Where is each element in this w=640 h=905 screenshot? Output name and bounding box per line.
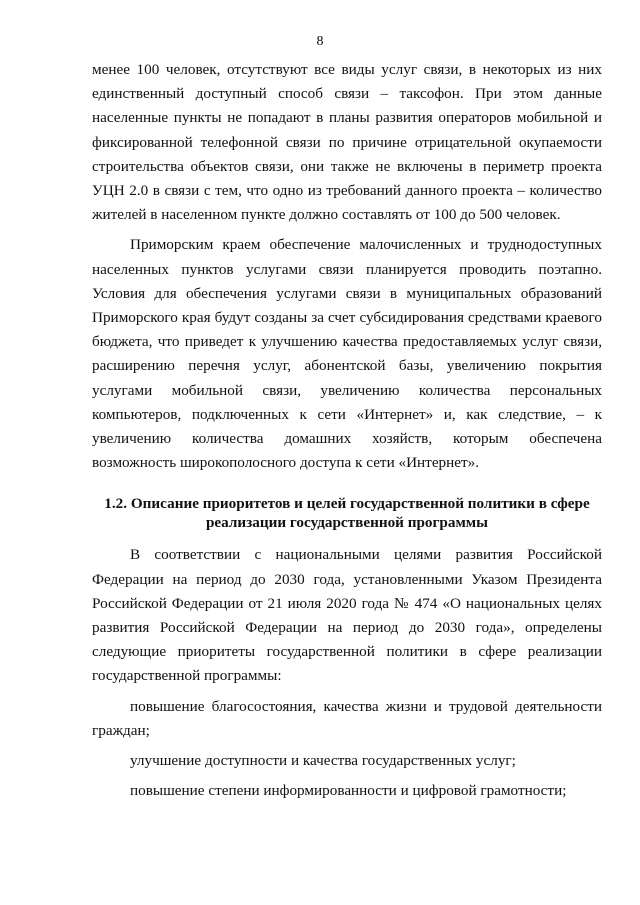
section-heading-line-2: реализации государственной программы — [205, 514, 488, 532]
section-heading-line-1: 1.2. Описание приоритетов и целей государственной политики в сфере — [104, 495, 590, 513]
paragraph-continuation: менее 100 человек, отсутствуют все виды услуг связи, в некоторых из них единственный доступный способ связи – таксофон. При этом данные населенные пункты не попадают в планы развития операторов мобильной и фиксированной телефонной связи по причине отрицательной окупаемости строительства объектов связи, они также не включены в периметр проекта УЦН 2.0 в связи с тем, что одно из требований данного проекта – количество жителей в населенном пункте должно составлять от 100 до 500 человек. — [92, 61, 602, 224]
paragraph-national-goals: В соответствии с национальными целями развития Российской Федерации на период до 2030 года, установленными Указом Президента Российской Федерации от 21 июля 2020 года № 474 «О национальных целях развития Российской Федерации на период до 2030 года», определены следующие приоритеты государственной политики в сфере реализации государственной программы: — [92, 546, 602, 685]
priority-item-public-services: улучшение доступности и качества государственных услуг; — [130, 752, 516, 770]
page-number: 8 — [316, 34, 324, 49]
section-heading — [92, 494, 602, 532]
priority-item-welfare: повышение благосостояния, качества жизни и трудовой деятельности граждан; — [92, 697, 602, 739]
document-body — [92, 58, 602, 803]
priority-item-digital-literacy: повышение степени информированности и цифровой грамотности; — [130, 782, 567, 800]
paragraph-primorsky-plan: Приморским краем обеспечение малочисленных и труднодоступных населенных пунктов услугами связи планируется проводить поэтапно. Условия для обеспечения услугами связи в муниципальных образований Приморского края будут созданы за счет субсидирования средствами краевого бюджета, что приведет к улучшению качества предоставляемых услуг связи, расширению перечня услуг, абонентской базы, увеличению покрытия услугами мобильной связи, увеличению количества персональных компьютеров, подключенных к сети «Интернет» и, как следствие, – к увеличению количества домашних хозяйств, которым обеспечена возможность широкополосного доступа к сети «Интернет». — [92, 236, 602, 472]
